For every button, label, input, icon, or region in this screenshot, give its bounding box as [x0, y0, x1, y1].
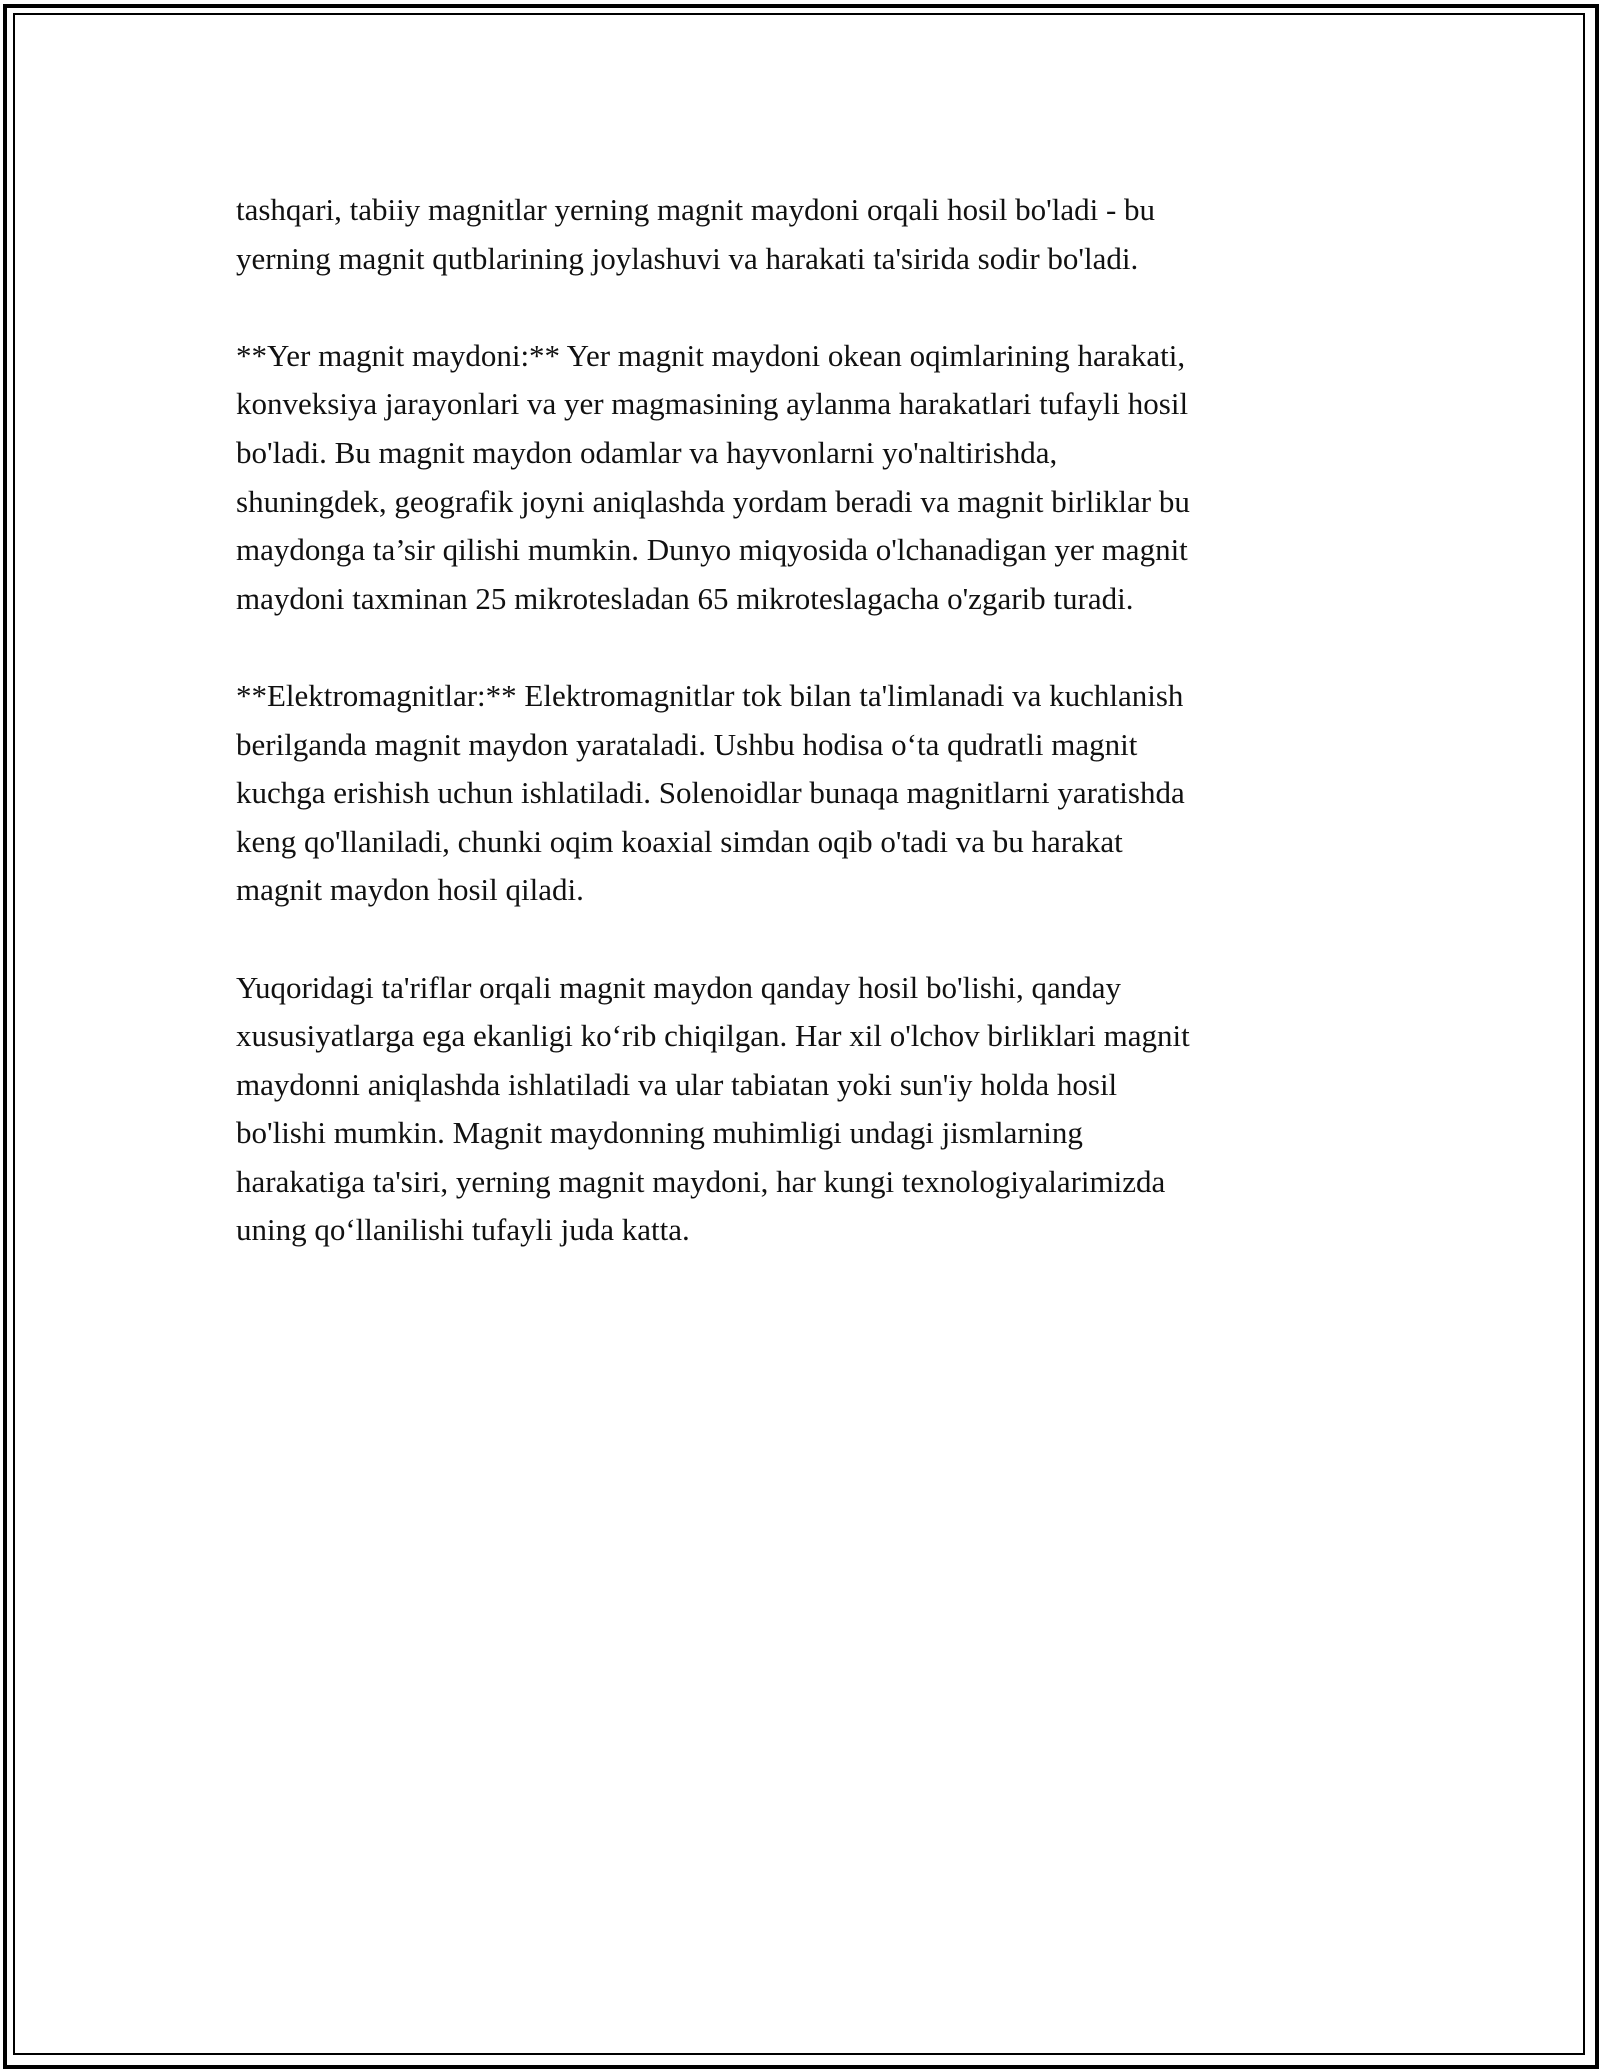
text-line: keng qo'llaniladi, chunki oqim koaxial simdan oqib o'tadi va bu harakat: [236, 823, 1123, 859]
text-line: tashqari, tabiiy magnitlar yerning magnit maydoni orqali hosil bo'ladi - bu: [236, 192, 1156, 227]
paragraph-earth-magnetic-field: [236, 332, 1396, 624]
text-line: magnit maydon hosil qiladi.: [236, 872, 584, 908]
text-line: harakatiga ta'siri, yerning magnit maydoni, har kungi texnologiyalarimizda: [236, 1163, 1166, 1199]
text-line: **Yer magnit maydoni:** Yer magnit maydoni okean oqimlarining harakati,: [236, 337, 1186, 373]
text-line: Yuqoridagi ta'riflar orqali magnit maydon qanday hosil bo'lishi, qanday: [236, 969, 1122, 1005]
text-line: maydoni taxminan 25 mikrotesladan 65 mikroteslagacha o'zgarib turadi.: [236, 580, 1134, 616]
paragraph-conclusion: [236, 964, 1396, 1256]
text-line: bo'ladi. Bu magnit maydon odamlar va hayvonlarni yo'naltirishda,: [236, 434, 1058, 470]
text-line: konveksiya jarayonlari va yer magmasining aylanma harakatlari tufayli hosil: [236, 386, 1189, 422]
text-line: **Elektromagnitlar:** Elektromagnitlar tok bilan ta'limlanadi va kuchlanish: [236, 677, 1184, 713]
text-line: xususiyatlarga ega ekanligi ko‘rib chiqilgan. Har xil o'lchov birliklari magnit: [236, 1018, 1190, 1054]
text-line: bo'lishi mumkin. Magnit maydonning muhimligi undagi jismlarning: [236, 1115, 1083, 1151]
text-line: maydonni aniqlashda ishlatiladi va ular tabiatan yoki sun'iy holda hosil: [236, 1066, 1118, 1102]
paragraph-earth-magnets: [236, 186, 1396, 283]
text-line: berilganda magnit maydon yarataladi. Ushbu hodisa o‘ta qudratli magnit: [236, 726, 1138, 762]
text-line: maydonga ta’sir qilishi mumkin. Dunyo miqyosida o'lchanadigan yer magnit: [236, 532, 1188, 568]
text-line: kuchga erishish uchun ishlatiladi. Solenoidlar bunaqa magnitlarni yaratishda: [236, 775, 1185, 811]
text-line: shuningdek, geografik joyni aniqlashda yordam beradi va magnit birliklar bu: [236, 483, 1190, 519]
text-line: yerning magnit qutblarining joylashuvi va harakati ta'sirida sodir bo'ladi.: [236, 240, 1139, 276]
paragraph-electromagnets: [236, 672, 1396, 915]
text-line: uning qo‘llanilishi tufayli juda katta.: [236, 1212, 690, 1248]
document-body: [236, 186, 1396, 1304]
